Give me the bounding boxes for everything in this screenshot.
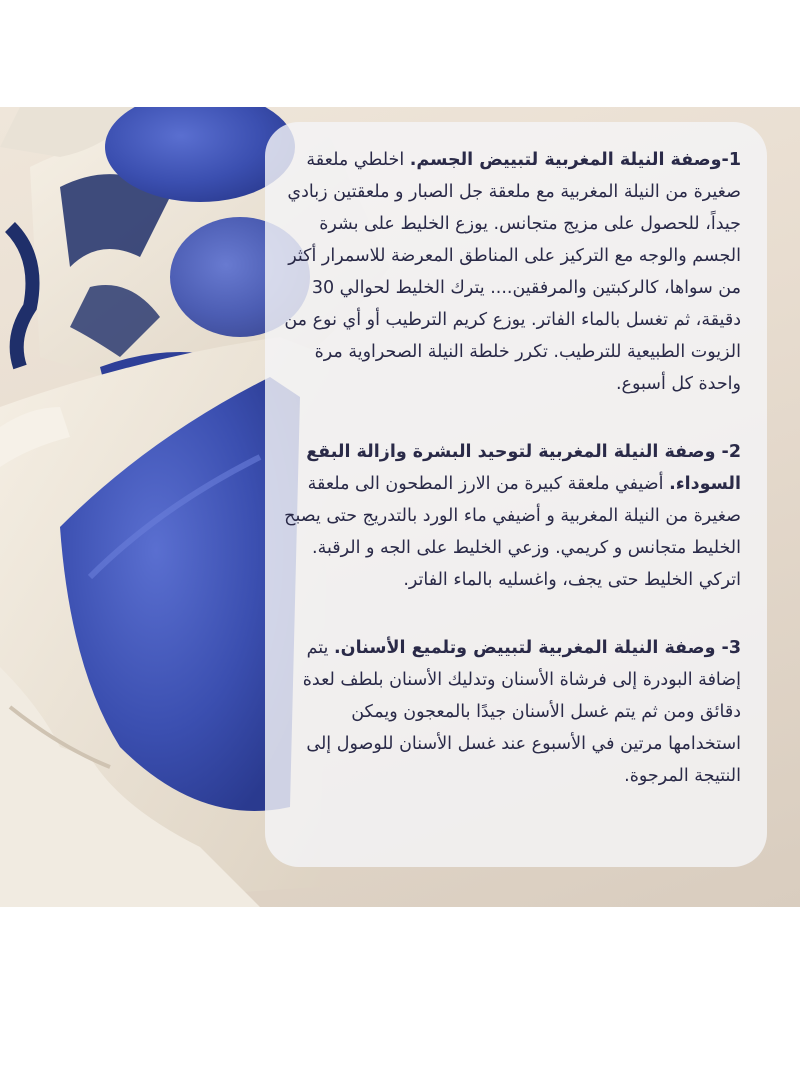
recipe-2 [283,436,741,596]
recipe-3-heading: 3- وصفة النيلة المغربية لتبييض وتلميع الأسنان. [334,638,741,658]
recipe-2-body: أضيفي ملعقة كبيرة من الارز المطحون الى ملعقة صغيرة من النيلة المغربية و أضيفي ماء الورد بالتدريج حتى يصبح الخليط متجانس و كريمي. وزعي الخليط على الجه و الرقبة. اتركي الخليط حتى يجف، واغسليه بالماء الفاتر. [284,474,741,590]
recipe-3-body: يتم إضافة البودرة إلى فرشاة الأسنان وتدليك الأسنان بلطف لعدة دقائق ومن ثم يتم غسل الأسنان جيدًا بالمعجون ويمكن استخدامها مرتين في الأسبوع عند غسل الأسنان للوصول إلى النتيجة المرجوة. [302,638,741,786]
recipes-card [265,122,767,867]
recipe-3 [283,632,741,792]
recipe-1 [283,144,741,400]
recipe-1-heading: 1-وصفة النيلة المغربية لتبييض الجسم. [409,150,741,170]
recipe-2-heading: 2- وصفة النيلة المغربية لتوحيد البشرة وازالة البقع السوداء. [306,442,741,494]
recipe-1-body: اخلطي ملعقة صغيرة من النيلة المغربية مع ملعقة جل الصبار و ملعقتين زبادي جيداً، للحصول على مزيج متجانس. يوزع الخليط على بشرة الجسم والوجه مع التركيز على المناطق المعرضة للاسمرار أكثر من سواها، كالركبتين والمرفقين.... يترك الخليط لحوالي 30 دقيقة، ثم تغسل بالماء الفاتر. يوزع كريم الترطيب أو أي نوع من الزيوت الطبيعية للترطيب. تكرر خلطة النيلة الصحراوية مرة واحدة كل أسبوع. [284,150,741,394]
